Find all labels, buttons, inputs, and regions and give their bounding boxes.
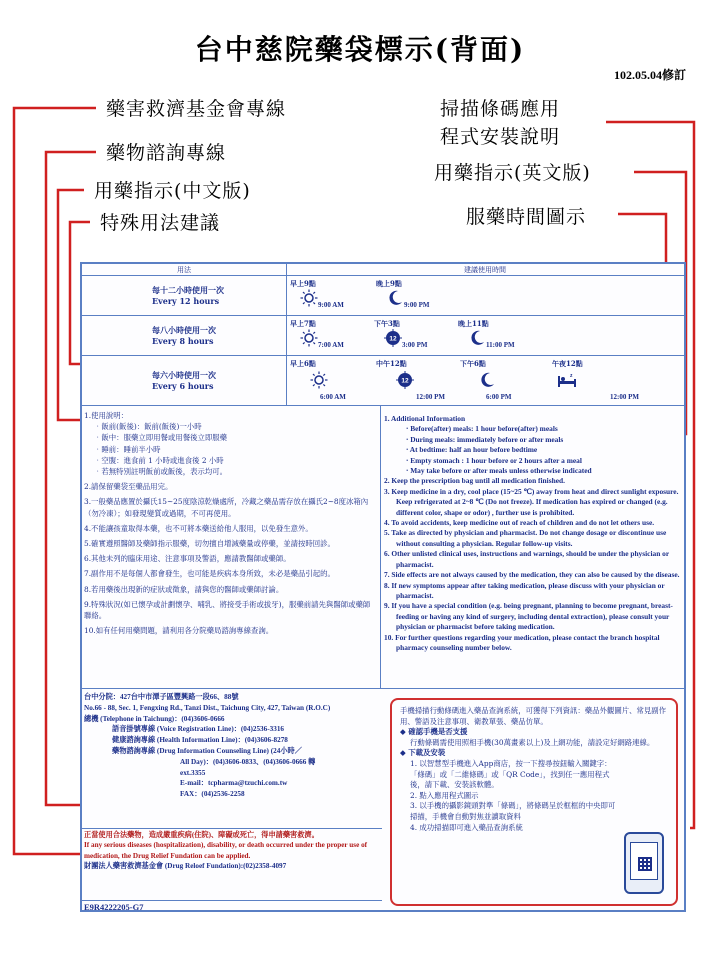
zh-item-6: 6.其他未列的臨床用途、注意事項及警語，應請教醫師或藥師。 <box>84 554 291 564</box>
frequency-en: Every 6 hours <box>152 381 214 391</box>
svg-text:z: z <box>570 373 573 379</box>
sun-icon <box>310 371 328 389</box>
slot-time: 12:00 PM <box>610 393 639 401</box>
zh-item-5: 5.確實遵照醫師及藥師指示服藥，切勿擅自增減藥量或停藥，並請按時回診。 <box>84 539 335 549</box>
revision-date: 102.05.04修訂 <box>613 68 686 82</box>
slot-label: 晚上9點 <box>376 279 402 288</box>
zh-item-1: 1.使用說明： ‧飯前(飯後)：飯前(飯後)一小時 ‧飯中：服藥立即用餐或用餐後立即服藥 ‧睡前：睡前半小時 ‧空腹：進食前 1 小時或進食後 2 小時 ‧若無特別註明飯前或飯後，表示均可。 <box>84 411 228 477</box>
app-step-install: ◆ 下載及安裝 <box>400 748 446 758</box>
slot-time: 6:00 PM <box>486 393 512 401</box>
frequency-zh: 每八小時使用一次 <box>152 325 216 335</box>
form-code: E9R4222205-G7 <box>84 902 144 912</box>
slot-label: 中午12點 <box>376 359 407 368</box>
relief-notice-zh: 正當使用合法藥物，造成嚴重疾病(住院)、障礙或死亡，得申請藥害救濟。 <box>84 831 319 839</box>
en-item-10: 10. For further questions regarding your medication, please contact the branch hospital pharmacy counseling number below. <box>384 632 660 652</box>
zh-item-10: 10.如有任何用藥問題，請利用各分院藥局諮詢專線查詢。 <box>84 626 274 636</box>
bed-icon <box>556 371 578 389</box>
frequency-zh: 每十二小時使用一次 <box>152 285 224 295</box>
drug-information-line: 藥物諮詢專線 (Drug Information Counseling Line) (24小時／ <box>112 746 302 755</box>
slot-time: 9:00 PM <box>404 301 430 309</box>
moon-icon <box>478 371 496 389</box>
en-item-4: 4. To avoid accidents, keep medicine out of reach of children and do not let others use. <box>384 518 655 528</box>
barcode-app-instructions: 手機掃描行動條碼進入藥品查詢系統，可獲得下列資訊：藥品外觀圖片、常見副作用、警語及注意事項、衛教單張、藥品仿單。 ◆ 確認手機是否支援 行動條碼需使用照相手機(30萬畫素以上)及上網功能，請設定好網路連線。 ◆ 下載及安裝 1. 以智慧型手機進入App商店，按一下搜尋按鈕輸入關鍵字：「條碼」或「二維條碼」或「QR Code」，找到任一應用程式後，請下載、安裝該軟體。 2. 點入應用程式圖示 3. 以手機的攝影鏡頭對準「條碼」，將條碼呈於框框的中央即可掃描，手機會自動對焦並讀取資料 4. 成功掃描即可進入藥品查詢系統 <box>390 698 678 906</box>
noon-clock-icon <box>396 371 414 389</box>
slot-time: 7:00 AM <box>318 341 344 349</box>
callout-time-chart: 服藥時間圖示 <box>466 206 587 228</box>
zh-item-4: 4.不能讓孩童取得本藥，也不可將本藥送給他人服用，以免發生意外。 <box>84 523 313 533</box>
branch-contact-info: 台中分院：427台中市潭子區豐興路一段66、88號 No.66 - 88, Sec. 1, Fengxing Rd., Tanzi Dist., Taichung City, 427, Taiwan (R.O.C) 總機 (Telephone in Taichung)：(04)3606-0666 語音掛號專線 (Voice Registration Line)：(04)2536-3316 健康諮詢專線 (Health Information Line)：(04)3606-8278 藥物諮詢專線 (Drug Information Counseling Line) (24小時／ All Day)：(04)3606-0833、(04)3606-0666 轉 ext.3355 E-mail：tcpharma@tzuchi.com.tw FAX：(04)2536-2258 <box>84 692 384 800</box>
svg-text:12: 12 <box>389 335 397 343</box>
slot-label: 晚上11點 <box>458 319 489 328</box>
noon-clock-icon <box>384 329 402 347</box>
svg-text:12: 12 <box>401 377 409 385</box>
callout-drug-consult: 藥物諮詢專線 <box>106 142 227 164</box>
instructions-chinese <box>84 410 377 640</box>
sun-icon <box>300 329 318 347</box>
voice-registration-line: 語音掛號專線 (Voice Registration Line)：(04)2536-3316 <box>112 725 285 734</box>
callout-relief-fund: 藥害救濟基金會專線 <box>106 98 287 120</box>
pharmacy-fax: FAX：(04)2536-2258 <box>180 790 245 799</box>
health-information-line: 健康諮詢專線 (Health Information Line)：(04)3606-8278 <box>112 736 288 745</box>
callout-instructions-en: 用藥指示(英文版) <box>434 162 591 184</box>
dosage-schedule-table <box>82 264 684 406</box>
en-item-8: 8. If new symptoms appear after taking medication, please discuss with your physician or pharmacist. <box>384 580 665 600</box>
page-title: 台中慈院藥袋標示(背面) <box>194 33 526 66</box>
en-item-5: 5. Take as directed by physician and pharmacist. Do not change dosage or discontinue use without consulting a physician. Regular follow-up visits. <box>384 528 667 548</box>
slot-label: 下午3點 <box>374 319 400 328</box>
zh-item-7: 7.副作用不是每個人都會發生，也可能是疾病本身所致，未必是藥品引起的。 <box>84 569 335 579</box>
moon-icon <box>386 289 404 307</box>
slot-label: 早上9點 <box>290 279 316 288</box>
drug-relief-notice <box>84 830 380 900</box>
sun-icon <box>300 289 318 307</box>
table-row-6h <box>82 356 684 406</box>
en-item-1: 1. Additional Information <box>384 414 466 423</box>
zh-item-3: 3.一般藥品應置於攝氏15~25度陰涼乾燥處所，冷藏之藥品需存放在攝氏2~8度冰箱內（勿冷凍）；如發現變質或過期，不可再使用。 <box>84 497 369 518</box>
zh-item-9: 9.特殊狀況(如已懷孕或計劃懷孕、哺乳、將接受手術或拔牙)，服藥前請先與醫師或藥師聯絡。 <box>84 599 371 621</box>
column-header-time: 建議使用時間 <box>286 264 684 276</box>
frequency-zh: 每六小時使用一次 <box>152 370 216 380</box>
en-item-6: 6. Other unlisted clinical uses, instructions and warnings, should be under the physician or pharmacist. <box>384 549 670 569</box>
callout-special-usage: 特殊用法建議 <box>100 212 221 234</box>
callout-instructions-zh: 用藥指示(中文版) <box>94 180 251 202</box>
slot-time: 9:00 AM <box>318 301 344 309</box>
relief-notice-en: If any serious diseases (hospitalization), disability, or death occurred under the proper use of medication, the Drug Relief Fundation can be applied. <box>84 841 368 860</box>
slot-time: 3:00 PM <box>402 341 428 349</box>
branch-address-en: No.66 - 88, Sec. 1, Fengxing Rd., Tanzi Dist., Taichung City, 427, Taiwan (R.O.C) <box>84 703 331 712</box>
app-intro: 手機掃描行動條碼進入藥品查詢系統，可獲得下列資訊：藥品外觀圖片、常見副作用、警語及注意事項、衛教單張、藥品仿單。 <box>400 706 667 726</box>
qr-phone-icon <box>624 832 664 894</box>
callout-barcode-app-2: 程式安裝說明 <box>440 126 561 148</box>
slot-time: 6:00 AM <box>320 393 346 401</box>
slot-time: 11:00 PM <box>486 341 515 349</box>
main-telephone: 總機 (Telephone in Taichung)：(04)3606-0666 <box>84 714 225 723</box>
pharmacy-email: E-mail：tcpharma@tzuchi.com.tw <box>180 779 288 788</box>
zh-item-8: 8.若用藥後出現新的症狀或徵象，請與您的醫師或藥師討論。 <box>84 584 284 594</box>
en-item-2: 2. Keep the prescription bag until all medication finished. <box>384 476 565 486</box>
relief-fund-phone: 財團法人藥害救濟基金會 (Drug Reloef Fundation):(02)2358-4097 <box>84 862 287 871</box>
app-step-support: ◆ 確認手機是否支援 <box>400 727 468 737</box>
en-item-9: 9. If you have a special condition (e.g. being pregnant, planning to become pregnant, breast-feeding or having any kind of surgery, including dental extraction), please consult your physician or pharmacist before taking medication. <box>384 601 673 632</box>
table-row-8h <box>82 316 684 356</box>
en-item-3: 3. Keep medicine in a dry, cool place (15~25 ℃) away from heat and direct sunlight exposure. Keep refrigerated at 2~8 ℃ (Do not freeze). If medication has expired or changed (e.g. different color, shape or odor) , further use is prohibited. <box>384 486 679 517</box>
slot-time: 12:00 PM <box>416 393 445 401</box>
frequency-en: Every 12 hours <box>152 296 220 306</box>
moon-icon <box>468 329 486 347</box>
zh-item-2: 2.請保留藥袋至藥品用完。 <box>84 482 173 492</box>
slot-label: 早上6點 <box>290 359 316 368</box>
slot-label: 早上7點 <box>290 319 316 328</box>
frequency-en: Every 8 hours <box>152 336 214 346</box>
table-row-12h <box>82 276 684 316</box>
slot-label: 下午6點 <box>460 359 486 368</box>
branch-address-zh: 台中分院：427台中市潭子區豐興路一段66、88號 <box>84 693 239 701</box>
slot-label: 午夜12點 <box>552 359 583 368</box>
callout-barcode-app-1: 掃描條碼應用 <box>440 98 561 120</box>
en-item-7: 7. Side effects are not always caused by the medication, they can also be caused by the disease. <box>384 570 680 580</box>
instructions-english: 1. Additional Information ‧ Before(after) meals: 1 hour before(after) meals ‧ During meals: immediately before or after meals ‧ At bedtime: half an hour before bedtime ‧ Empty stomach : 1 hour before or 2 hours after a meal ‧ May take before or after meals unless otherwise indicated 2. Keep the prescription bag until all medication finished. 3. Keep medicine in a dry, cool place (15~25 ℃) away from heat and direct sunlight exposure. Keep refrigerated at 2~8 ℃ (Do not freeze). If medication has expired or changed (e.g. different color, shape or odor) , further use is prohibited. 4. To avoid accidents, keep medicine out of reach of children and do not let others use. 5. Take as directed by physician and pharmacist. Do not change dosage or discontinue use without consulting a physician. Regular follow-up visits. 6. Other unlisted clinical uses, instructions and warnings, should be under the physician or pharmacist. 7. Side effects are not always caused by the medication, they can also be caused by the disease. 8. If new symptoms appear after taking medication, please discuss with your physician or pharmacist. 9. If you have a special condition (e.g. being pregnant, planning to become pregnant, breast-feeding or having any kind of surgery, including dental extraction), please consult your physician or pharmacist before taking medication. 10. For further questions regarding your medication, please contact the branch hospital pharmacy counseling number below. <box>384 414 684 653</box>
column-header-usage: 用法 <box>82 264 286 276</box>
medicine-bag-back <box>80 262 686 912</box>
